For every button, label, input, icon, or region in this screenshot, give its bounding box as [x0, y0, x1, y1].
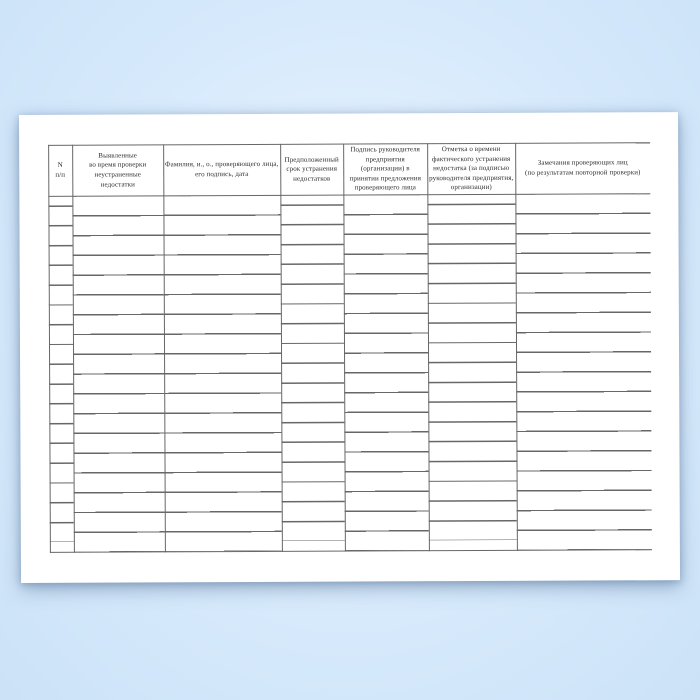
- column-header-deadline: [280, 145, 343, 195]
- column-header-elimination-mark-label: Отметка о времени фактического устранения недостатка (за подписью руководителя предприятия, организации): [429, 144, 514, 192]
- column-header-number-label: N п/п: [55, 161, 66, 179]
- column-header-inspector-label: Фамилия, и., о., проверяющего лица, его подпись, дата: [165, 160, 279, 179]
- column-header-defects-label: Выявленные во время проверки неустраненные недостатки: [89, 151, 147, 189]
- table-body-column-defects: [72, 197, 165, 552]
- document-page: [19, 112, 680, 583]
- table-body-column-signature: [343, 196, 429, 551]
- column-header-deadline-label: Предположенный срок устранения недостатков: [284, 155, 339, 183]
- table-body-column-deadline: [280, 196, 345, 551]
- column-header-remarks: [515, 143, 650, 194]
- table-body-column-inspector: [163, 196, 282, 551]
- column-header-remarks-label: Замечания проверяющих лиц (по результатам повторной проверки): [525, 158, 641, 177]
- column-header-signature-label: Подпись руководителя предприятия (организации) в принятии предложения проверяющего лица: [349, 145, 422, 193]
- table-body-column-number: [48, 197, 74, 552]
- column-header-number: [48, 146, 72, 196]
- column-header-inspector: [163, 145, 280, 196]
- defects-register-table: [48, 142, 652, 553]
- table-body-column-remarks: [515, 195, 652, 550]
- column-header-defects: [72, 145, 163, 195]
- column-header-elimination-mark: [427, 144, 515, 194]
- table-body-column-elimination-mark: [427, 195, 517, 550]
- column-header-signature: [343, 144, 427, 194]
